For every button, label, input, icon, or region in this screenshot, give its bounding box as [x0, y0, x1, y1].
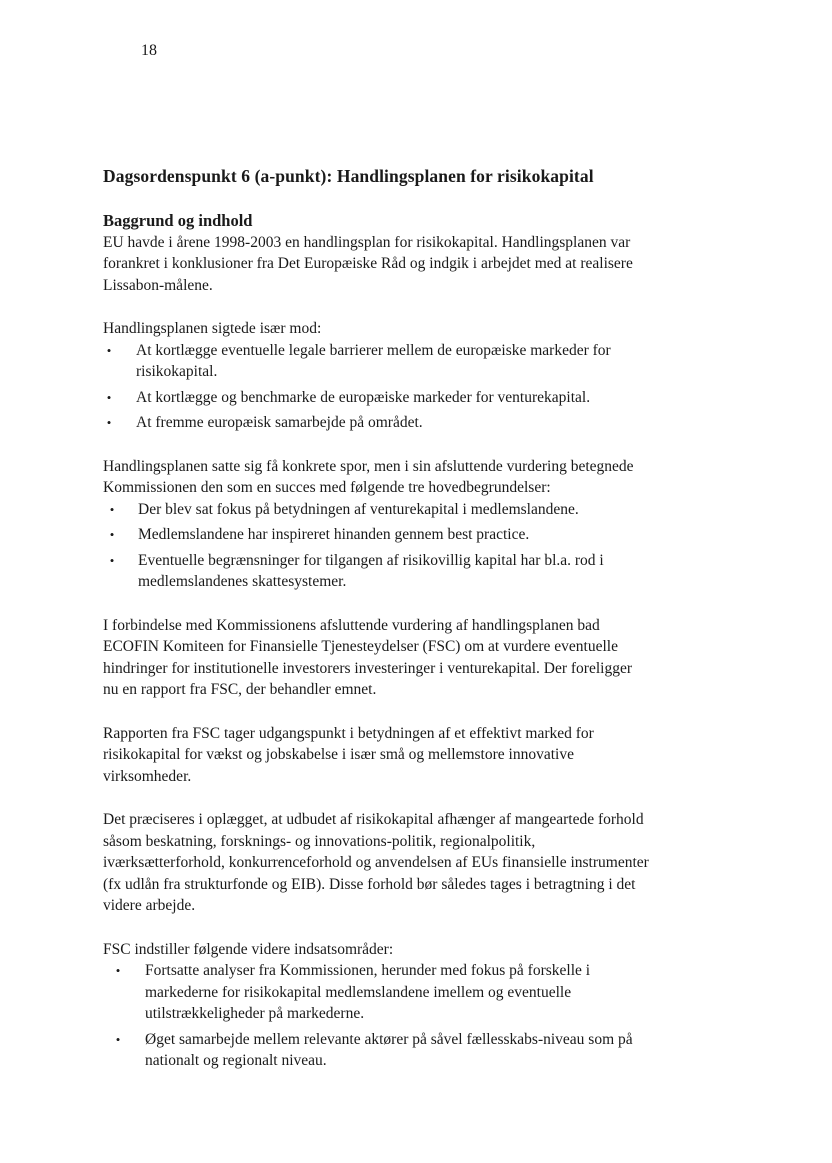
- bullet-icon: •: [115, 963, 121, 978]
- bullet-icon: •: [109, 527, 115, 542]
- bullet-icon: •: [106, 389, 112, 405]
- list-item: • Medlemslandene har inspireret hinanden gennem best practice.: [103, 524, 651, 546]
- list-item: • At fremme europæisk samarbejde på området.: [103, 412, 651, 434]
- aims-list: [103, 340, 651, 434]
- evaluation-lead: Handlingsplanen satte sig få konkrete spor, men i sin afsluttende vurdering betegnede Kommissionen den som en succes med følgende tre hovedbegrundelser:: [103, 457, 634, 496]
- recommendations-lead: FSC indstiller følgende videre indsatsområder:: [103, 940, 394, 958]
- paragraph: Det præciseres i oplægget, at udbudet af risikokapital afhænger af mangeartede forhold såsom beskatning, forsknings- og innovations-politik, regionalpolitik, iværksætterforhold, konkurrenceforhold og anvendelsen af EUs finansielle instrumenter (fx udlån fra strukturfonde og EIB). Disse forhold bør således tages i betragtning i det videre arbejde.: [103, 811, 649, 914]
- bullet-icon: •: [115, 1031, 121, 1047]
- document-body: [103, 210, 651, 1076]
- page-number: 18: [141, 42, 157, 59]
- list-item: • Øget samarbejde mellem relevante aktører på såvel fællesskabs-niveau som på nationalt og regionalt niveau.: [103, 1029, 651, 1072]
- aims-lead: Handlingsplanen sigtede især mod:: [103, 320, 322, 337]
- paragraph: Rapporten fra FSC tager udgangspunkt i betydningen af et effektivt marked for risikokapital for vækst og jobskabelse i især små og mellemstore innovative virksomheder.: [103, 724, 594, 785]
- list-item: • At kortlægge og benchmarke de europæiske markeder for venturekapital.: [103, 387, 651, 409]
- agenda-item-heading: Dagsordenspunkt 6 (a-punkt): Handlingsplanen for risikokapital: [103, 166, 594, 186]
- paragraph: I forbindelse med Kommissionens afsluttende vurdering af handlingsplanen bad ECOFIN Komiteen for Finansielle Tjenesteydelser (FSC) om at vurdere eventuelle hindringer for institutionelle investorers investeringer i venturekapital. Der foreligger nu en rapport fra FSC, der behandler emnet.: [103, 616, 632, 698]
- list-item: • At kortlægge eventuelle legale barrierer mellem de europæiske markeder for risikokapital.: [103, 340, 651, 383]
- recommendations-list: [103, 960, 651, 1072]
- evaluation-list: [103, 499, 651, 593]
- list-item: • Fortsatte analyser fra Kommissionen, herunder med fokus på forskelle i markederne for risikokapital medlemslandene imellem og eventuelle utilstrækkeligheder på markederne.: [103, 960, 651, 1025]
- bullet-icon: •: [109, 501, 115, 517]
- bullet-icon: •: [106, 342, 112, 358]
- list-item: • Eventuelle begrænsninger for tilgangen af risikovillig kapital har bl.a. rod i medlemslandenes skattesystemer.: [103, 550, 651, 593]
- list-item: • Der blev sat fokus på betydningen af venturekapital i medlemslandene.: [103, 499, 651, 521]
- intro-paragraph: EU havde i årene 1998-2003 en handlingsplan for risikokapital. Handlingsplanen var forankret i konklusioner fra Det Europæiske Råd og indgik i arbejdet med at realisere Lissabon-målene.: [103, 233, 633, 294]
- bullet-icon: •: [106, 415, 112, 430]
- section-title: Baggrund og indhold: [103, 211, 253, 230]
- bullet-icon: •: [109, 552, 115, 568]
